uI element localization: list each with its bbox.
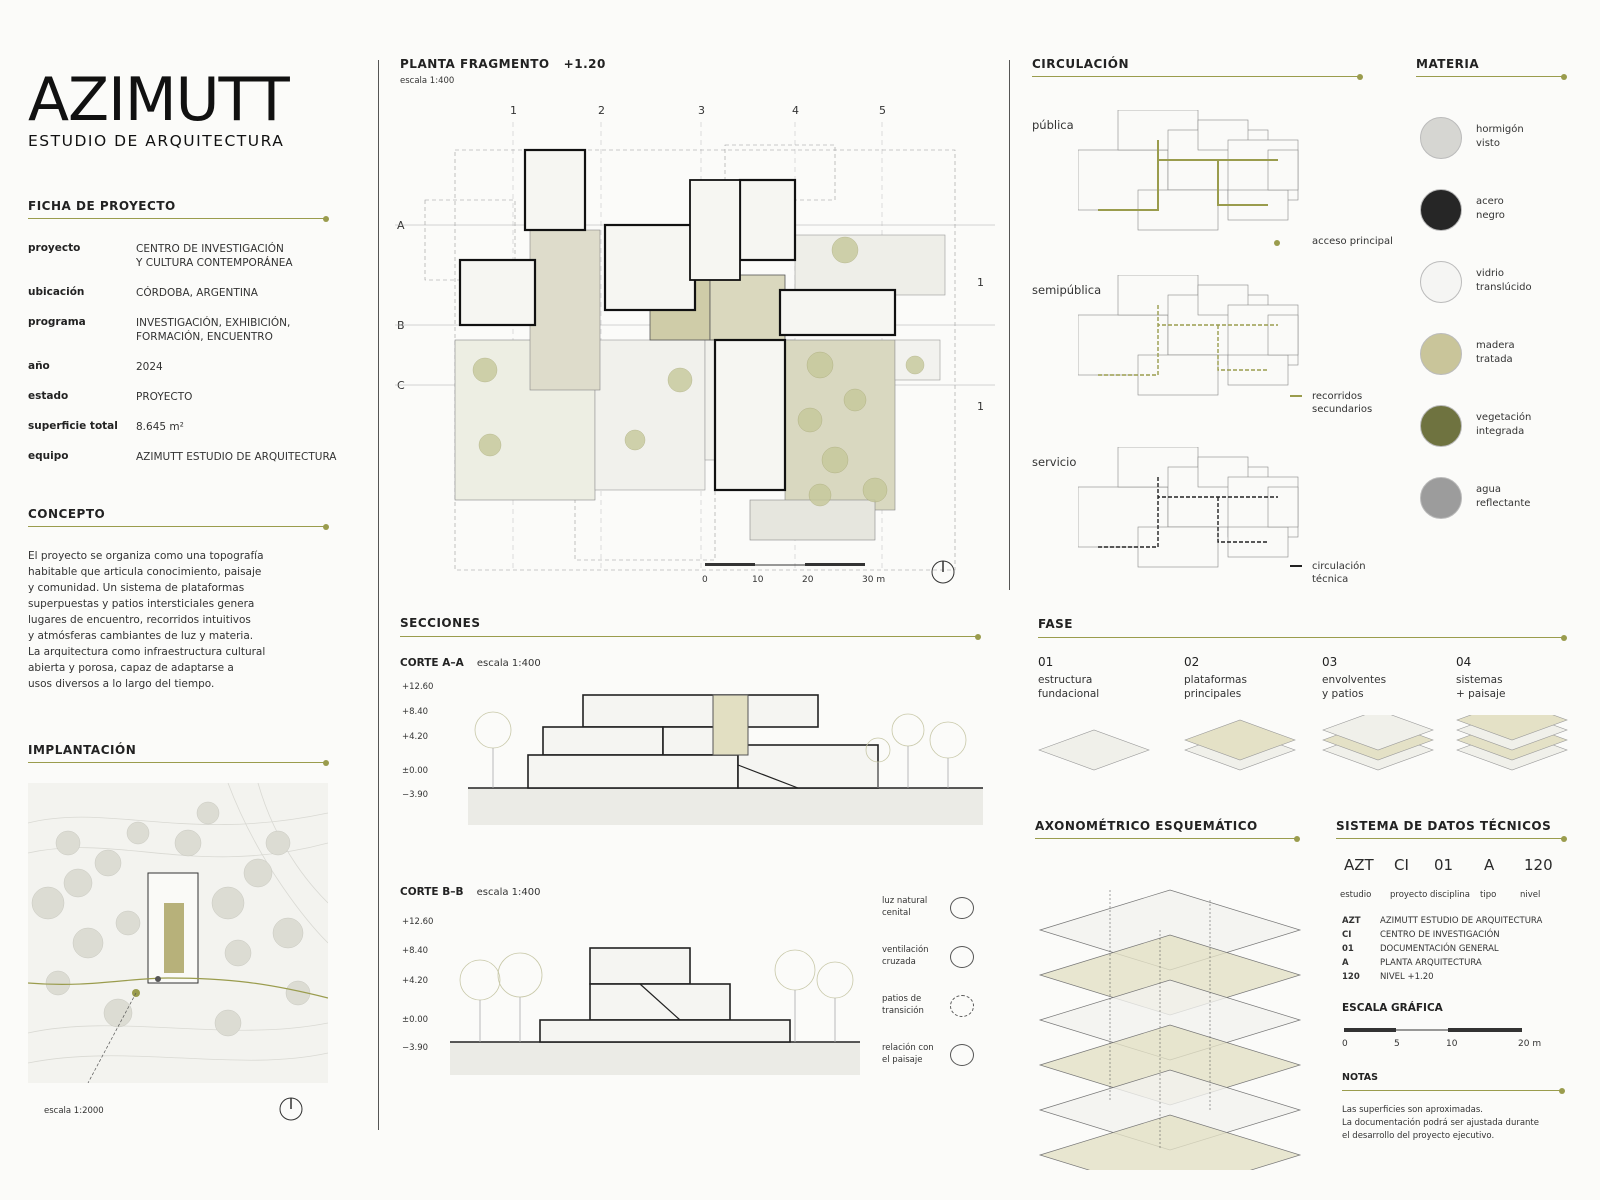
circ-legend: acceso principal (1312, 236, 1393, 247)
circ-legend: recorridos secundarios (1312, 391, 1373, 415)
datos-title: SISTEMA DE DATOS TÉCNICOS (1336, 819, 1552, 833)
circ-diagram (1078, 447, 1318, 577)
legend-code: A (1342, 958, 1349, 968)
fase-number: 01 (1038, 655, 1054, 669)
level-label: +4.20 (402, 975, 429, 986)
plan-axis-row: A (397, 219, 405, 232)
level-label: +12.60 (402, 682, 434, 692)
implantacion-scale: escala 1:2000 (44, 1106, 104, 1116)
level-label: +4.20 (402, 732, 429, 742)
ficha-key: programa (28, 316, 86, 328)
ficha-value: AZIMUTT ESTUDIO DE ARQUITECTURA (136, 451, 337, 463)
circ-name: servicio (1032, 455, 1077, 469)
ficha-value: CENTRO DE INVESTIGACIÓN Y CULTURA CONTEMPORÁNEA (136, 243, 293, 269)
ficha-value: 2024 (136, 361, 163, 373)
legend-code: CI (1342, 930, 1352, 940)
fase-label: sistemas + paisaje (1456, 674, 1506, 700)
circ-legend-marker (1274, 240, 1280, 246)
section-bb (450, 920, 860, 1075)
plan-axis-col: 5 (879, 104, 886, 117)
wind-icon (950, 946, 974, 968)
axo-rule (1035, 838, 1297, 839)
plan-axis-col: 3 (698, 104, 705, 117)
notas-rule (1342, 1090, 1562, 1091)
corte-aa-title: CORTE A–A (400, 657, 464, 669)
level-label: −3.90 (402, 790, 429, 800)
legend-desc: DOCUMENTACIÓN GENERAL (1380, 944, 1499, 954)
circ-legend: circulación técnica (1312, 561, 1366, 585)
sun-icon (950, 897, 974, 919)
fase-diagram (1034, 715, 1154, 785)
ficha-value: CÓRDOBA, ARGENTINA (136, 287, 258, 299)
strategy-label: patios de transición (882, 994, 924, 1016)
strategy-item (882, 1042, 1022, 1066)
escala-tick: 0 (1342, 1039, 1348, 1049)
materia-rule (1416, 76, 1564, 77)
circ-name: pública (1032, 118, 1074, 132)
strategy-label: ventilación cruzada (882, 945, 929, 967)
escala-tick: 10 (1446, 1039, 1458, 1049)
material-label: madera tratada (1476, 340, 1515, 365)
datos-codes (1340, 856, 1570, 906)
fase-rule (1038, 637, 1564, 638)
plan-bar-tick: 30 m (862, 575, 886, 585)
level-label: +8.40 (402, 946, 429, 957)
circ-name: semipública (1032, 283, 1102, 297)
ficha-key: equipo (28, 450, 69, 462)
escala-bar (1342, 1020, 1542, 1050)
implantacion-rule (28, 762, 326, 763)
material-label: vidrio translúcido (1476, 268, 1532, 293)
plan-axis-col: 1 (510, 104, 517, 117)
fase-diagram (1180, 715, 1300, 785)
legend-code: 01 (1342, 944, 1354, 954)
material-swatch (1420, 477, 1462, 519)
level-label: ±0.00 (402, 766, 429, 776)
escala-tick: 20 m (1518, 1039, 1542, 1049)
plan-cut-label: 1 (977, 276, 984, 289)
legend-desc: CENTRO DE INVESTIGACIÓN (1380, 930, 1500, 940)
logo (28, 65, 328, 150)
plan-bar-tick: 10 (752, 575, 764, 585)
fase-label: plataformas principales (1184, 674, 1247, 700)
code-value: 01 (1434, 856, 1454, 874)
ficha-key: superficie total (28, 420, 118, 432)
escala-tick: 5 (1394, 1039, 1400, 1049)
material-label: hormigón visto (1476, 124, 1524, 149)
section-aa (468, 690, 983, 825)
north-icon (278, 1096, 304, 1122)
material-label: vegetación integrada (1476, 412, 1532, 437)
site-plan (28, 783, 328, 1083)
datos-rule (1336, 838, 1564, 839)
ficha-title: FICHA DE PROYECTO (28, 199, 176, 213)
implantacion-title: IMPLANTACIÓN (28, 743, 137, 757)
ficha-rule (28, 218, 326, 219)
fase-label: estructura fundacional (1038, 674, 1100, 700)
corte-bb-title: CORTE B–B (400, 886, 464, 898)
corte-bb-header (400, 880, 541, 899)
axonometric (1030, 850, 1310, 1170)
logo-name: AZIMUTT (28, 65, 289, 135)
strategy-item (882, 993, 1022, 1017)
legend-code: 120 (1342, 972, 1360, 982)
code-label: estudio (1340, 890, 1372, 900)
plan-axis-col: 2 (598, 104, 605, 117)
code-label: nivel (1520, 890, 1541, 900)
tree-icon (950, 1044, 974, 1066)
planta-scale: escala 1:400 (400, 76, 455, 86)
material-swatch (1420, 117, 1462, 159)
planta-title: PLANTA FRAGMENTO +1.20 (400, 57, 606, 71)
code-value: AZT (1344, 856, 1374, 874)
circ-legend-marker (1290, 395, 1302, 397)
level-label: +12.60 (402, 917, 434, 927)
code-label: disciplina (1430, 890, 1470, 900)
ficha-key: año (28, 360, 50, 372)
plan-bar-tick: 0 (702, 575, 708, 585)
circ-diagram (1078, 275, 1318, 405)
code-label: tipo (1480, 890, 1497, 900)
ficha-value: PROYECTO (136, 391, 193, 403)
material-swatch (1420, 189, 1462, 231)
legend-desc: NIVEL +1.20 (1380, 972, 1434, 982)
strategy-label: relación con el paisaje (882, 1043, 934, 1065)
strategy-item (882, 895, 1022, 919)
fase-number: 03 (1322, 655, 1338, 669)
corte-bb-scale: escala 1:400 (476, 887, 541, 898)
legend-code: AZT (1342, 916, 1361, 926)
secciones-title: SECCIONES (400, 616, 481, 630)
corte-aa-scale: escala 1:400 (476, 658, 541, 669)
code-value: 120 (1524, 856, 1553, 874)
level-label: −3.90 (402, 1043, 429, 1054)
level-label: +8.40 (402, 707, 429, 717)
code-label: proyecto (1390, 890, 1428, 900)
code-value: CI (1394, 856, 1409, 874)
material-label: agua reflectante (1476, 484, 1531, 509)
plan-cut-label: 1 (977, 400, 984, 413)
plan-bar-tick: 20 (802, 575, 814, 585)
corte-aa-header (400, 651, 541, 670)
circulacion-title: CIRCULACIÓN (1032, 57, 1130, 71)
legend-desc: PLANTA ARQUITECTURA (1380, 958, 1482, 968)
legend-desc: AZIMUTT ESTUDIO DE ARQUITECTURA (1380, 916, 1543, 926)
fase-number: 04 (1456, 655, 1472, 669)
circ-diagram (1078, 110, 1318, 240)
logo-subtitle: ESTUDIO DE ARQUITECTURA (28, 132, 285, 150)
divider-2 (1009, 60, 1010, 590)
materia-title: MATERIA (1416, 57, 1480, 71)
material-swatch (1420, 405, 1462, 447)
secciones-rule (400, 636, 978, 637)
level-label: ±0.00 (402, 1015, 429, 1026)
concepto-rule (28, 526, 326, 527)
plan-axis-row: C (397, 379, 405, 392)
ficha-key: estado (28, 390, 69, 402)
divider-1 (378, 60, 379, 1130)
material-label: acero negro (1476, 196, 1505, 221)
concepto-text: El proyecto se organiza como una topografía habitable que articula conocimiento, paisaje y comunidad. Un sistema de plataformas superpuestas y patios intersticiales genera lugares de encuentro, recorridos intuitivos y atmósferas cambiantes de luz y materia. La arquitectura como infraestructura cultural abierta y porosa, capaz de adaptarse a usos diversos a lo largo del tiempo. (28, 550, 266, 690)
notas-text: Las superficies son aproximadas. La documentación podrá ser ajustada durante el desarrollo del proyecto ejecutivo. (1342, 1105, 1539, 1141)
fase-number: 02 (1184, 655, 1200, 669)
material-swatch (1420, 261, 1462, 303)
notas-title: NOTAS (1342, 1072, 1378, 1083)
fase-diagram (1452, 715, 1572, 785)
escala-title: ESCALA GRÁFICA (1342, 1002, 1443, 1014)
code-value: A (1484, 856, 1495, 874)
ficha-key: proyecto (28, 242, 81, 254)
ficha-value: INVESTIGACIÓN, EXHIBICIÓN, FORMACIÓN, ENCUENTRO (136, 317, 291, 343)
strategy-item (882, 944, 1022, 968)
ficha-key: ubicación (28, 286, 85, 298)
strategy-label: luz natural cenital (882, 896, 928, 918)
ficha-value: 8.645 m² (136, 421, 184, 433)
floor-plan (395, 100, 995, 600)
plan-axis-row: B (397, 319, 405, 332)
fase-title: FASE (1038, 617, 1073, 631)
courtyard-icon (950, 995, 974, 1017)
axo-title: AXONOMÉTRICO ESQUEMÁTICO (1035, 819, 1258, 833)
concepto-title: CONCEPTO (28, 507, 106, 521)
fase-label: envolventes y patios (1322, 674, 1387, 700)
material-swatch (1420, 333, 1462, 375)
plan-axis-col: 4 (792, 104, 799, 117)
circulacion-rule (1032, 76, 1360, 77)
circ-legend-marker (1290, 565, 1302, 567)
fase-diagram (1318, 715, 1438, 785)
